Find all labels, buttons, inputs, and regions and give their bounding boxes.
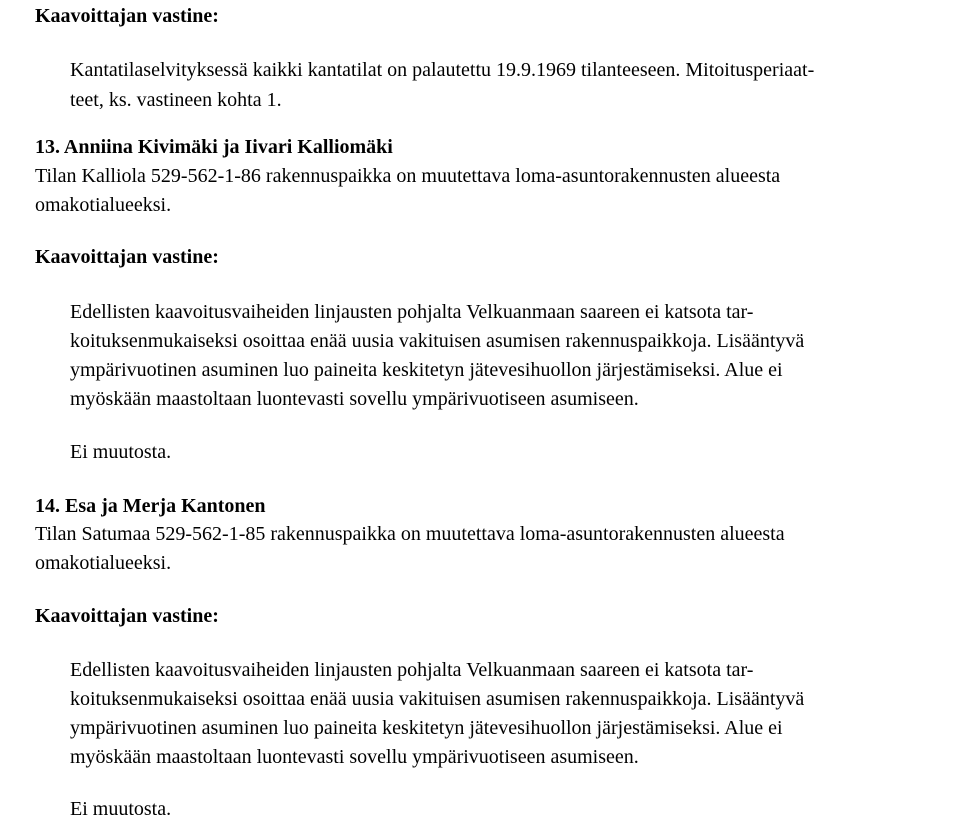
decision-text: Ei muutosta. xyxy=(70,798,172,820)
response-line: ympärivuotinen asuminen luo paineita keskitetyn jätevesihuollon järjestämiseksi. Alue ei xyxy=(70,359,783,381)
response-line: myöskään maastoltaan luontevasti sovellu ympärivuotiseen asumiseen. xyxy=(70,746,639,768)
response-line: ympärivuotinen asuminen luo paineita keskitetyn jätevesihuollon järjestämiseksi. Alue ei xyxy=(70,717,783,739)
response-line: Kantatilaselvityksessä kaikki kantatilat on palautettu 19.9.1969 tilanteeseen. Mitoitusperiaat- xyxy=(70,59,815,81)
item-names: Anniina Kivimäki ja Iivari Kalliomäki xyxy=(63,136,393,158)
item-number: 14. xyxy=(35,495,60,517)
response-line: koituksenmukaiseksi osoittaa enää uusia vakituisen asumisen rakennuspaikkoja. Lisääntyvä xyxy=(70,688,805,710)
response-line: Edellisten kaavoitusvaiheiden linjausten pohjalta Velkuanmaan saareen ei katsota tar- xyxy=(70,301,754,323)
response-heading: Kaavoittajan vastine: xyxy=(35,246,219,268)
decision-text: Ei muutosta. xyxy=(70,441,172,463)
request-line: omakotialueeksi. xyxy=(35,552,172,574)
response-line: koituksenmukaiseksi osoittaa enää uusia vakituisen asumisen rakennuspaikkoja. Lisääntyvä xyxy=(70,330,805,352)
item-names: Esa ja Merja Kantonen xyxy=(65,495,266,517)
item-heading xyxy=(35,494,266,518)
response-line: myöskään maastoltaan luontevasti sovellu ympärivuotiseen asumiseen. xyxy=(70,388,639,410)
request-line: Tilan Satumaa 529-562-1-85 rakennuspaikka on muutettava loma-asuntorakennusten alueesta xyxy=(35,523,785,545)
item-heading xyxy=(35,135,393,159)
request-line: omakotialueeksi. xyxy=(35,194,172,216)
response-heading: Kaavoittajan vastine: xyxy=(35,5,219,27)
response-heading: Kaavoittajan vastine: xyxy=(35,605,219,627)
item-number: 13. xyxy=(35,136,60,158)
request-line: Tilan Kalliola 529-562-1-86 rakennuspaikka on muutettava loma-asuntorakennusten alueesta xyxy=(35,165,781,187)
response-line: teet, ks. vastineen kohta 1. xyxy=(70,89,282,111)
response-line: Edellisten kaavoitusvaiheiden linjausten pohjalta Velkuanmaan saareen ei katsota tar- xyxy=(70,659,754,681)
